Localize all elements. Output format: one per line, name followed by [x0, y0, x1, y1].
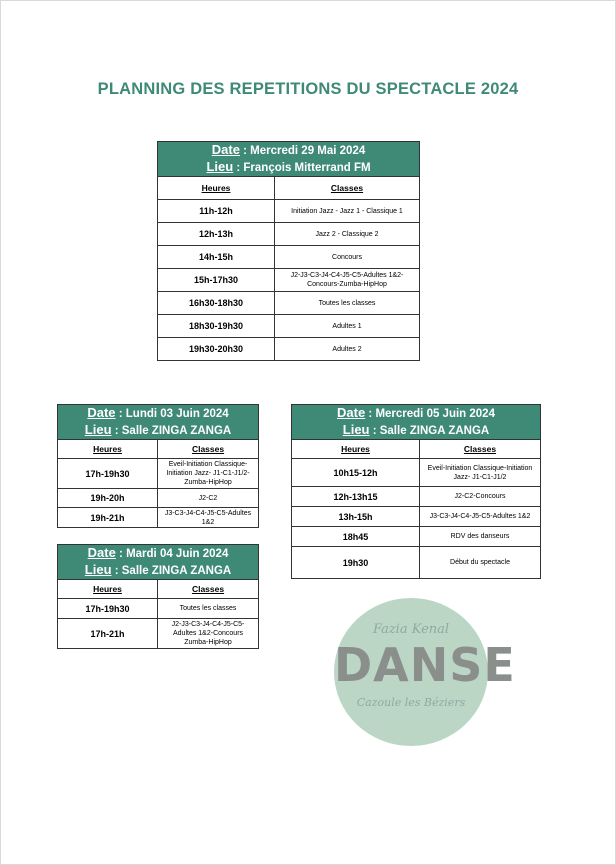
classes-cell: Initiation Jazz - Jazz 1 - Classique 1	[275, 200, 420, 223]
table-row	[158, 200, 420, 223]
col-classes: Classes	[158, 580, 259, 599]
date-label: Date	[337, 405, 366, 420]
table-header	[292, 405, 541, 440]
lieu-sep: :	[369, 425, 380, 437]
logo-main-text: DANSE	[334, 638, 516, 692]
table-row	[292, 527, 541, 547]
hour-cell: 11h-12h	[158, 200, 275, 223]
classes-cell: J3-C3-J4-C4-J5-C5-Adultes 1&2	[420, 507, 541, 527]
classes-cell: J2-C2	[158, 489, 259, 508]
col-classes: Classes	[420, 440, 541, 459]
hour-cell: 16h30-18h30	[158, 292, 275, 315]
classes-cell: RDV des danseurs	[420, 527, 541, 547]
hour-cell: 18h45	[292, 527, 420, 547]
table-row	[158, 269, 420, 292]
lieu-label: Lieu	[206, 159, 234, 174]
lieu-value: François Mitterrand FM	[243, 162, 371, 174]
date-value: Lundi 03 Juin 2024	[125, 408, 229, 420]
logo-top-text: Fazia Kenal	[372, 622, 450, 637]
header-cell	[58, 405, 259, 440]
table-row	[158, 223, 420, 246]
hour-cell: 17h-19h30	[58, 459, 158, 489]
classes-cell: Toutes les classes	[158, 599, 259, 619]
classes-cell: J2-C2-Concours	[420, 487, 541, 507]
classes-cell: J2-J3-C3-J4-C4-J5-C5-Adultes 1&2-Concours-Zumba-HipHop	[275, 269, 420, 292]
classes-cell: J2-J3-C3-J4-C4-J5-C5-Adultes 1&2-Concours Zumba-HipHop	[158, 619, 259, 649]
col-heures: Heures	[158, 177, 275, 200]
table-header	[58, 405, 259, 440]
lieu-label: Lieu	[84, 562, 112, 577]
date-label: Date	[87, 405, 116, 420]
lieu-label: Lieu	[84, 422, 112, 437]
table-row	[58, 599, 259, 619]
hour-cell: 15h-17h30	[158, 269, 275, 292]
classes-cell: Eveil-Initiation Classique-Initiation Jazz- J1-C1-J1/2-Zumba-HipHop	[158, 459, 259, 489]
schedule-table-03-juin	[57, 404, 259, 528]
table-row	[158, 315, 420, 338]
table-header	[58, 545, 259, 580]
classes-cell: Toutes les classes	[275, 292, 420, 315]
classes-cell: J3-C3-J4-C4-J5-C5-Adultes 1&2	[158, 508, 259, 528]
schedule-table-05-juin	[291, 404, 541, 579]
hour-cell: 13h-15h	[292, 507, 420, 527]
table-row	[158, 246, 420, 269]
table-row	[58, 459, 259, 489]
logo-bottom-text: Cazoule les Béziers	[356, 696, 466, 709]
table-row	[292, 487, 541, 507]
date-value: Mardi 04 Juin 2024	[126, 548, 229, 560]
header-cell	[158, 142, 420, 177]
date-sep: :	[239, 145, 251, 157]
date-value: Mercredi 05 Juin 2024	[375, 408, 495, 420]
date-label: Date	[211, 142, 240, 157]
hour-cell: 17h-21h	[58, 619, 158, 649]
classes-cell: Début du spectacle	[420, 547, 541, 579]
hour-cell: 10h15-12h	[292, 459, 420, 487]
table-row	[292, 507, 541, 527]
hour-cell: 14h-15h	[158, 246, 275, 269]
header-cell	[58, 545, 259, 580]
classes-cell: Adultes 1	[275, 315, 420, 338]
table-row	[158, 338, 420, 361]
hour-cell: 19h-20h	[58, 489, 158, 508]
date-sep: :	[115, 408, 126, 420]
schedule-table-29-mai	[157, 141, 420, 361]
classes-cell: Adultes 2	[275, 338, 420, 361]
date-sep: :	[365, 408, 376, 420]
hour-cell: 12h-13h15	[292, 487, 420, 507]
lieu-sep: :	[233, 162, 244, 174]
classes-cell: Jazz 2 - Classique 2	[275, 223, 420, 246]
classes-cell: Concours	[275, 246, 420, 269]
table-header	[158, 142, 420, 177]
col-classes: Classes	[275, 177, 420, 200]
table-row	[58, 508, 259, 528]
date-value: Mercredi 29 Mai 2024	[250, 145, 366, 157]
schedule-table-04-juin	[57, 544, 259, 649]
lieu-value: Salle ZINGA ZANGA	[121, 565, 232, 577]
lieu-sep: :	[111, 425, 122, 437]
date-label: Date	[87, 545, 116, 560]
danse-logo	[334, 598, 516, 746]
table-row	[292, 459, 541, 487]
hour-cell: 19h30-20h30	[158, 338, 275, 361]
column-headers	[292, 440, 541, 459]
hour-cell: 18h30-19h30	[158, 315, 275, 338]
hour-cell: 12h-13h	[158, 223, 275, 246]
column-headers	[58, 580, 259, 599]
classes-cell: Eveil-Initiation Classique-Initiation Jazz- J1-C1-J1/2	[420, 459, 541, 487]
col-classes: Classes	[158, 440, 259, 459]
page-title: PLANNING DES REPETITIONS DU SPECTACLE 2024	[97, 80, 519, 98]
header-cell	[292, 405, 541, 440]
col-heures: Heures	[58, 580, 158, 599]
table-row	[292, 547, 541, 579]
hour-cell: 19h-21h	[58, 508, 158, 528]
column-headers	[58, 440, 259, 459]
hour-cell: 19h30	[292, 547, 420, 579]
date-sep: :	[115, 548, 127, 560]
table-row	[58, 619, 259, 649]
hour-cell: 17h-19h30	[58, 599, 158, 619]
column-headers	[158, 177, 420, 200]
lieu-label: Lieu	[342, 422, 370, 437]
table-row	[158, 292, 420, 315]
lieu-sep: :	[111, 565, 122, 577]
col-heures: Heures	[292, 440, 420, 459]
col-heures: Heures	[58, 440, 158, 459]
lieu-value: Salle ZINGA ZANGA	[379, 425, 490, 437]
lieu-value: Salle ZINGA ZANGA	[121, 425, 232, 437]
table-row	[58, 489, 259, 508]
